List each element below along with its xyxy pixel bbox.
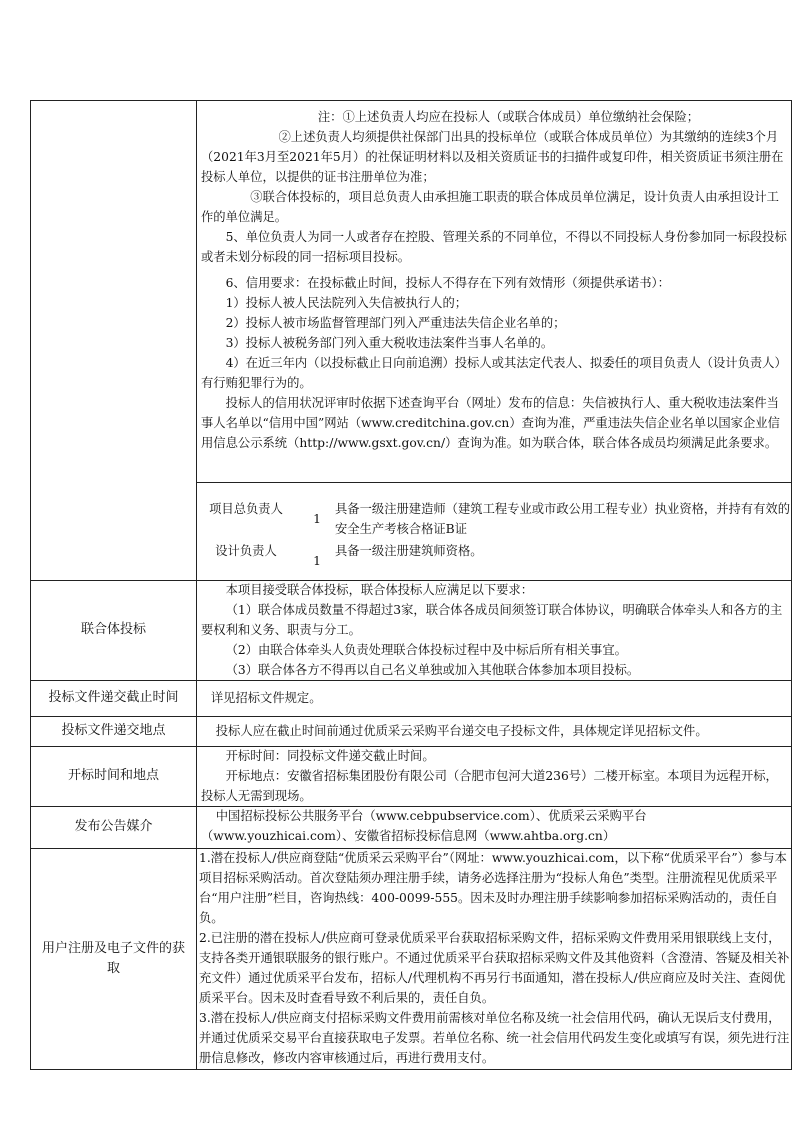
location-content	[201, 721, 789, 741]
registration-step-2: 2.已注册的潜在投标人/供应商可登录优质采平台获取招标采购文件，招标采购文件费用采用银联线上支付，支持各类开通银联服务的银行账户。不通过优质采平台获取招标采购文件及其他资料（含澄清、答疑及相关补充文件）通过优质采平台发布，招标人/代理机构不再另行书面通知，潜在投标人/供应商应及时关注、查阅优质采平台。因未及时查看导致不利后果的，责任自负。	[199, 931, 790, 1005]
requirement-item-5: 5、单位负责人为同一人或者存在控股、管理关系的不同单位，不得以不同投标人身份参加同一标段投标或者未划分标段的同一招标项目投标。	[201, 230, 787, 264]
personnel-count: 1	[313, 554, 321, 568]
note-line-3: ③联合体投标的，项目总负责人由承担施工职责的联合体成员单位满足，设计负责人由承担设计工作的单位满足。	[201, 190, 779, 224]
location-text: 投标人应在截止时间前通过优质采云采购平台递交电子投标文件，具体规定详见招标文件。	[215, 724, 708, 738]
personnel-requirement: 具备一级注册建造师（建筑工程专业或市政公用工程专业）执业资格，并持有有效的安全生产考核合格证B证	[335, 502, 790, 536]
consortium-rule-1: （1）联合体成员数量不得超过3家，联合体各成员间须签订联合体协议，明确联合体牵头人和各方的主要权利和义务、职责与分工。	[201, 603, 783, 637]
column-divider	[196, 101, 197, 1069]
deadline-content	[201, 688, 789, 708]
credit-item-4: 4）在近三年内（以投标截止日向前追溯）投标人或其法定代表人、拟委任的项目负责人（设计负责人）有行贿犯罪行为的。	[201, 356, 787, 390]
deadline-label: 投标文件递交截止时间	[48, 690, 179, 705]
consortium-intro: 本项目接受联合体投标，联合体投标人应满足以下要求：	[225, 583, 534, 597]
tender-info-table	[30, 100, 792, 1070]
personnel-role: 设计负责人	[215, 544, 277, 558]
credit-query-note: 投标人的信用状况评审时依据下述查询平台（网址）发布的信息：失信被执行人、重大税收违法案件当事人名单以“信用中国”网站（www.creditchina.gov.cn）查询为准，严重违法失信企业名单以国家企业信用信息公示系统（http://www.gsxt.gov.cn/）查询为准。如为联合体，联合体各成员均须满足此条要求。	[201, 396, 780, 450]
credit-item-2: 2）投标人被市场监督管理部门列入严重违法失信企业名单的；	[225, 316, 566, 330]
registration-step-1: 1.潜在投标人/供应商登陆“优质采云采购平台”（网址：www.youzhicai.com，以下称“优质采平台”）参与本项目招标采购活动。首次登陆须办理注册手续，请务必选择注册为“投标人角色”类型。注册流程见优质采平台“用户注册”栏目，咨询热线：400-0099-555。因未及时办理注册手续影响参加招标采购活动的，责任自负。	[199, 851, 787, 925]
media-content	[201, 806, 789, 846]
divider	[196, 482, 791, 483]
consortium-rule-3: （3）联合体各方不得再以自己名义单独或加入其他联合体参加本项目投标。	[225, 663, 640, 677]
opening-content	[201, 746, 789, 806]
personnel-count: 1	[313, 512, 321, 526]
note-line-2: ②上述负责人均须提供社保部门出具的投标单位（或联合体成员单位）为其缴纳的连续3个月（2021年3月至2021年5月）的社保证明材料以及相关资质证书的扫描件或复印件，相关资质证书须注册在投标人单位，以提供的证书注册单位为准；	[201, 130, 784, 184]
notes-block	[201, 107, 789, 453]
location-label: 投标文件递交地点	[61, 723, 166, 738]
opening-place: 开标地点：安徽省招标集团股份有限公司（合肥市包河大道236号）二楼开标室。本项目为远程开标，投标人无需到现场。	[201, 769, 778, 803]
deadline-text: 详见招标文件规定。	[210, 691, 322, 705]
media-label: 发布公告媒介	[74, 819, 153, 834]
personnel-requirement: 具备一级注册建筑师资格。	[335, 544, 483, 558]
personnel-role: 项目总负责人	[209, 502, 283, 516]
consortium-rule-2: （2）由联合体牵头人负责处理联合体投标过程中及中标后所有相关事宜。	[225, 643, 627, 657]
registration-step-3: 3.潜在投标人/供应商支付招标采购文件费用前需核对单位名称及统一社会信用代码，确认无误后支付费用，并通过优质采交易平台直接获取电子发票。若单位名称、统一社会信用代码发生变化或填写有误，须先进行注册信息修改，修改内容审核通过后，再进行费用支付。	[199, 1011, 790, 1065]
registration-content	[199, 848, 791, 1068]
opening-time: 开标时间：同投标文件递交截止时间。	[225, 749, 435, 763]
note-line-1: 注：①上述负责人均应在投标人（或联合体成员）单位缴纳社会保险；	[317, 110, 700, 124]
media-text: 中国招标投标公共服务平台（www.cebpubservice.com）、优质采云采购平台（www.youzhicai.com）、安徽省招标投标信息网（www.ahtba.org.cn）	[201, 809, 647, 843]
opening-label: 开标时间和地点	[67, 768, 159, 783]
credit-item-1: 1）投标人被人民法院列入失信被执行人的；	[225, 296, 468, 310]
credit-requirement-title: 6、信用要求：在投标截止时间，投标人不得存在下列有效情形（须提供承诺书）：	[225, 276, 670, 290]
credit-item-3: 3）投标人被税务部门列入重大税收违法案件当事人名单的。	[225, 336, 554, 350]
registration-label: 用户注册及电子文件的获取	[41, 941, 185, 976]
consortium-label: 联合体投标	[80, 622, 146, 637]
consortium-content	[201, 580, 789, 680]
